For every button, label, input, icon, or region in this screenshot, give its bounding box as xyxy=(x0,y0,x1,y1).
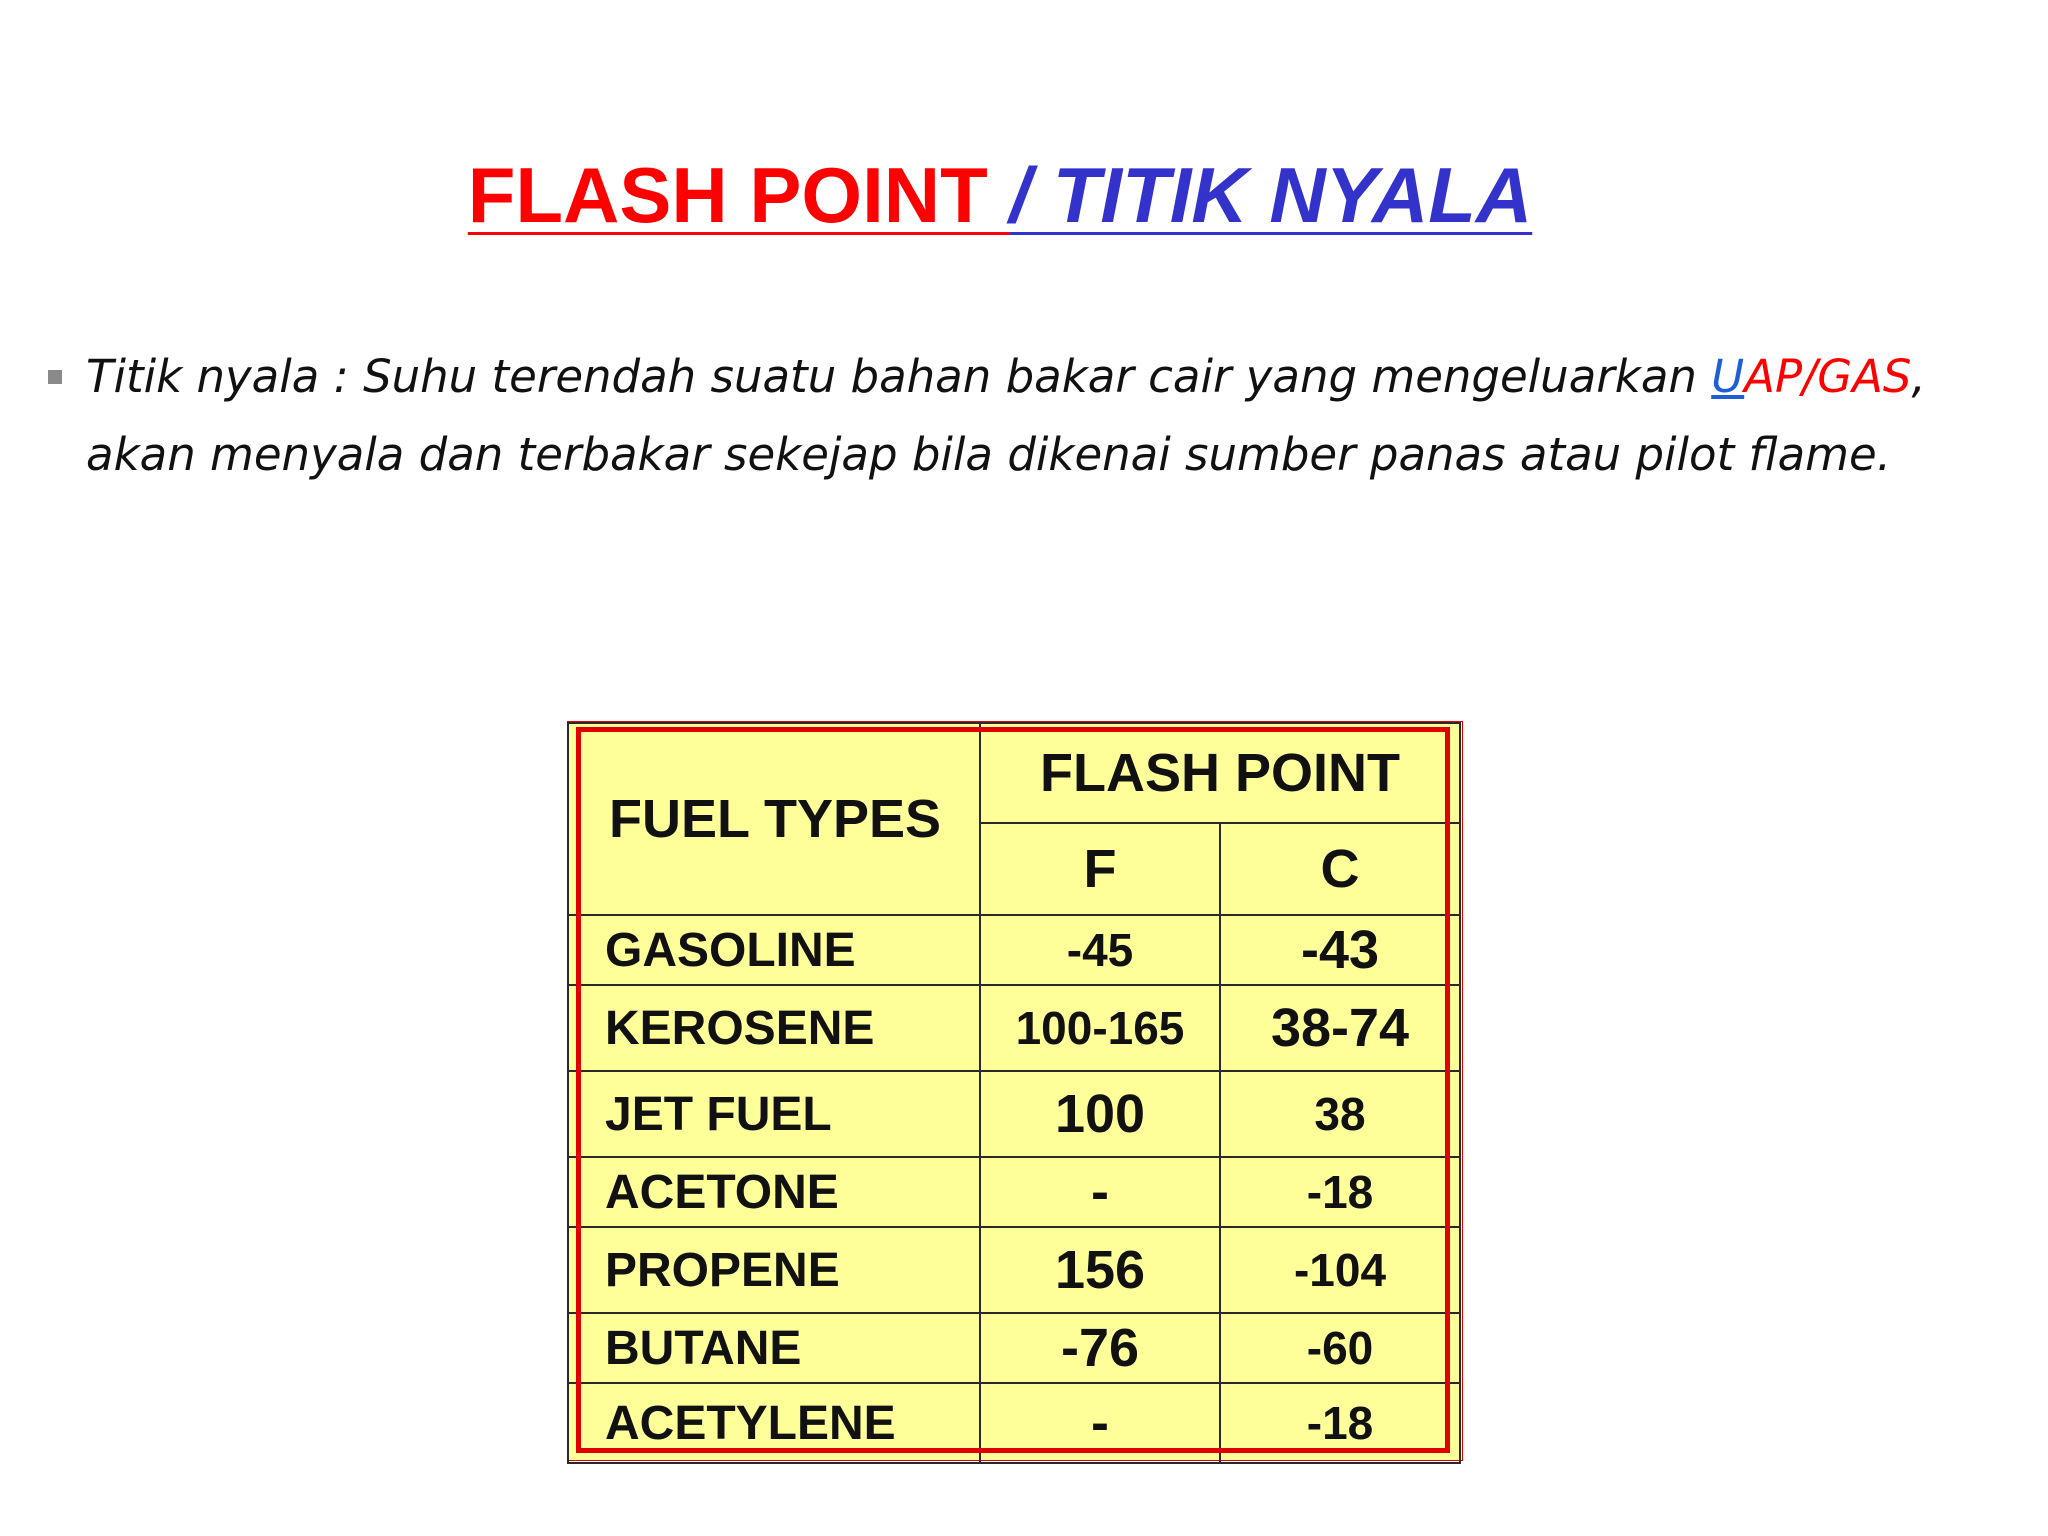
fuel-name: KEROSENE xyxy=(568,985,980,1071)
table-row xyxy=(568,915,1460,985)
slide-title xyxy=(0,150,2000,240)
table-row xyxy=(568,1313,1460,1383)
flash-point-c: 38-74 xyxy=(1220,985,1460,1071)
flash-point-c: -43 xyxy=(1220,915,1460,985)
header-fuel-types: FUEL TYPES xyxy=(568,723,980,915)
definition-accent-ap-gas: AP/GAS xyxy=(1744,350,1912,403)
bullet-square-icon xyxy=(48,370,62,384)
definition-bullet xyxy=(48,338,1998,494)
fuel-name: ACETYLENE xyxy=(568,1383,980,1463)
flash-point-f: -76 xyxy=(980,1313,1220,1383)
flash-point-f: 156 xyxy=(980,1227,1220,1313)
flash-point-c: -18 xyxy=(1220,1157,1460,1227)
flash-point-f: 100-165 xyxy=(980,985,1220,1071)
flash-point-f: 100 xyxy=(980,1071,1220,1157)
flash-point-f: - xyxy=(980,1383,1220,1463)
table-row xyxy=(568,1157,1460,1227)
flash-point-c: -104 xyxy=(1220,1227,1460,1313)
table-header-row xyxy=(568,723,1460,823)
flash-point-c: -18 xyxy=(1220,1383,1460,1463)
flash-point-f: -45 xyxy=(980,915,1220,985)
header-unit-c: C xyxy=(1220,823,1460,915)
fuel-name: JET FUEL xyxy=(568,1071,980,1157)
definition-text-start: Titik nyala : Suhu terendah suatu bahan bakar cair yang mengeluarkan xyxy=(86,350,1712,403)
definition-accent-u: U xyxy=(1711,350,1745,403)
table-row xyxy=(568,1227,1460,1313)
flash-point-c: -60 xyxy=(1220,1313,1460,1383)
fuel-name: GASOLINE xyxy=(568,915,980,985)
header-flash-point: FLASH POINT xyxy=(980,723,1460,823)
flash-point-f: - xyxy=(980,1157,1220,1227)
fuel-name: PROPENE xyxy=(568,1227,980,1313)
fuel-name: BUTANE xyxy=(568,1313,980,1383)
flash-point-c: 38 xyxy=(1220,1071,1460,1157)
table-row xyxy=(568,1071,1460,1157)
title-flash-point: FLASH POINT xyxy=(467,151,1010,239)
definition-text xyxy=(86,338,1998,494)
title-titik-nyala: / TITIK NYALA xyxy=(1009,151,1533,239)
fuel-name: ACETONE xyxy=(568,1157,980,1227)
header-unit-f: F xyxy=(980,823,1220,915)
table-row xyxy=(568,1383,1460,1463)
table-row xyxy=(568,985,1460,1071)
definition-text-end: , akan menyala dan terbakar sekejap bila dikenai sumber panas atau pilot flame. xyxy=(86,350,1926,481)
flash-point-table xyxy=(567,722,1461,1464)
flash-point-table-container xyxy=(567,721,1463,1461)
